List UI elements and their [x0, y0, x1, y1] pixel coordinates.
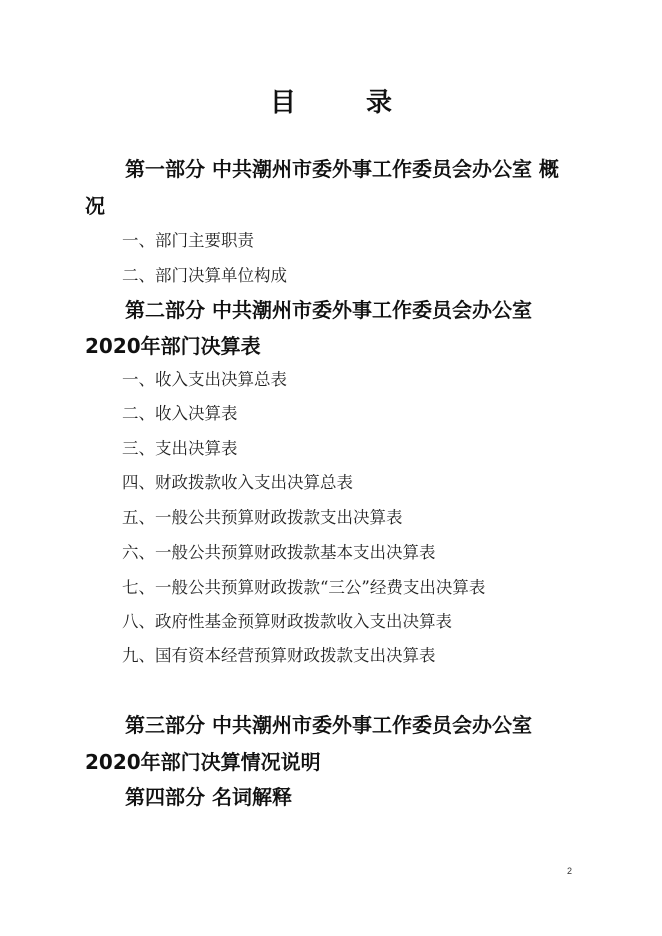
toc-item: 五、一般公共预算财政拨款支出决算表: [122, 508, 403, 527]
page-title: [0, 82, 662, 119]
title-right: 录: [366, 88, 393, 118]
toc-item: 六、一般公共预算财政拨款基本支出决算表: [122, 543, 436, 562]
toc-item: 三、支出决算表: [122, 439, 238, 458]
toc-item: 一、部门主要职责: [122, 231, 254, 250]
toc-item: 四、财政拨款收入支出决算总表: [122, 473, 353, 492]
toc-item: 二、收入决算表: [122, 404, 238, 423]
toc-part1-line2: 况: [85, 194, 105, 218]
toc-part4: 第四部分 名词解释: [125, 785, 292, 809]
page-number: 2: [567, 866, 573, 876]
toc-item: 九、国有资本经营预算财政拨款支出决算表: [122, 646, 436, 665]
title-left: 目: [269, 88, 296, 118]
toc-item: 二、部门决算单位构成: [122, 266, 287, 285]
toc-part1-line1: 第一部分 中共潮州市委外事工作委员会办公室 概: [125, 157, 559, 181]
toc-item: 一、收入支出决算总表: [122, 370, 287, 389]
toc-item: 八、政府性基金预算财政拨款收入支出决算表: [122, 612, 452, 631]
toc-item: 七、一般公共预算财政拨款“三公”经费支出决算表: [122, 578, 486, 597]
toc-part2-line2: 2020年部门决算表: [85, 334, 261, 358]
toc-part3-line2: 2020年部门决算情况说明: [85, 750, 321, 774]
toc-part2-line1: 第二部分 中共潮州市委外事工作委员会办公室: [125, 298, 532, 322]
toc-part3-line1: 第三部分 中共潮州市委外事工作委员会办公室: [125, 713, 532, 737]
